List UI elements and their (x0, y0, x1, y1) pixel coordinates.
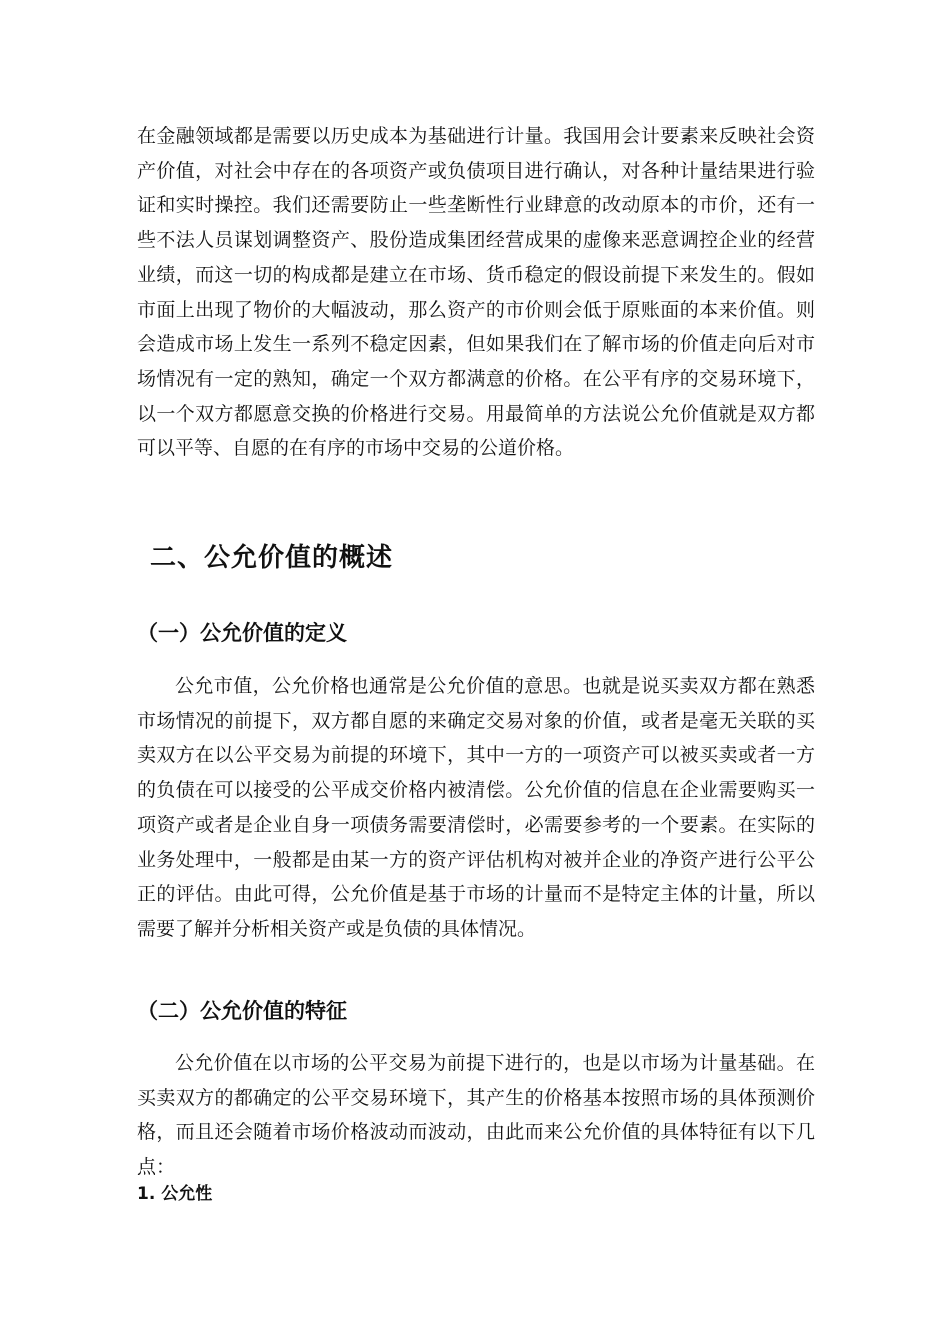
body-paragraph: 在金融领域都是需要以历史成本为基础进行计量。我国用会计要素来反映社会资产价值，对社会中存在的各项资产或负债项目进行确认，对各种计量结果进行验证和实时操控。我们还需要防止一些垄断性行业肆意的改动原本的市价，还有一些不法人员谋划调整资产、股份造成集团经营成果的虚像来恶意调控企业的经营业绩，而这一切的构成都是建立在市场、货币稳定的假设前提下来发生的。假如市面上出现了物价的大幅波动，那么资产的市价则会低于原账面的本来价值。则会造成市场上发生一系列不稳定因素，但如果我们在了解市场的价值走向后对市场情况有一定的熟知，确定一个双方都满意的价格。在公平有序的交易环境下，以一个双方都愿意交换的价格进行交易。用最简单的方法说公允价值就是双方都可以平等、自愿的在有序的市场中交易的公道价格。 (137, 125, 815, 460)
body-paragraph-characteristics: 公允价值在以市场的公平交易为前提下进行的，也是以市场为计量基础。在买卖双方的都确定的公平交易环境下，其产生的价格基本按照市场的具体预测价格，而且还会随着市场价格波动而波动，由此而来公允价值的具体特征有以下几点： (137, 1052, 815, 1179)
subsection-heading-definition: （一）公允价值的定义 (137, 621, 347, 645)
list-item-heading-fairness: 1. 公允性 (137, 1184, 213, 1204)
section-heading: 二、公允价值的概述 (150, 543, 394, 573)
body-paragraph-definition: 公允市值，公允价格也通常是公允价值的意思。也就是说买卖双方都在熟悉市场情况的前提下，双方都自愿的来确定交易对象的价值，或者是毫无关联的买卖双方在以公平交易为前提的环境下，其中一方的一项资产可以被买卖或者一方的负债在可以接受的公平成交价格内被清偿。公允价值的信息在企业需要购买一项资产或者是企业自身一项债务需要清偿时，必需要参考的一个要素。在实际的业务处理中，一般都是由某一方的资产评估机构对被并企业的净资产进行公平公正的评估。由此可得，公允价值是基于市场的计量而不是特定主体的计量，所以需要了解并分析相关资产或是负债的具体情况。 (137, 675, 815, 940)
subsection-heading-characteristics: （二）公允价值的特征 (137, 999, 347, 1023)
